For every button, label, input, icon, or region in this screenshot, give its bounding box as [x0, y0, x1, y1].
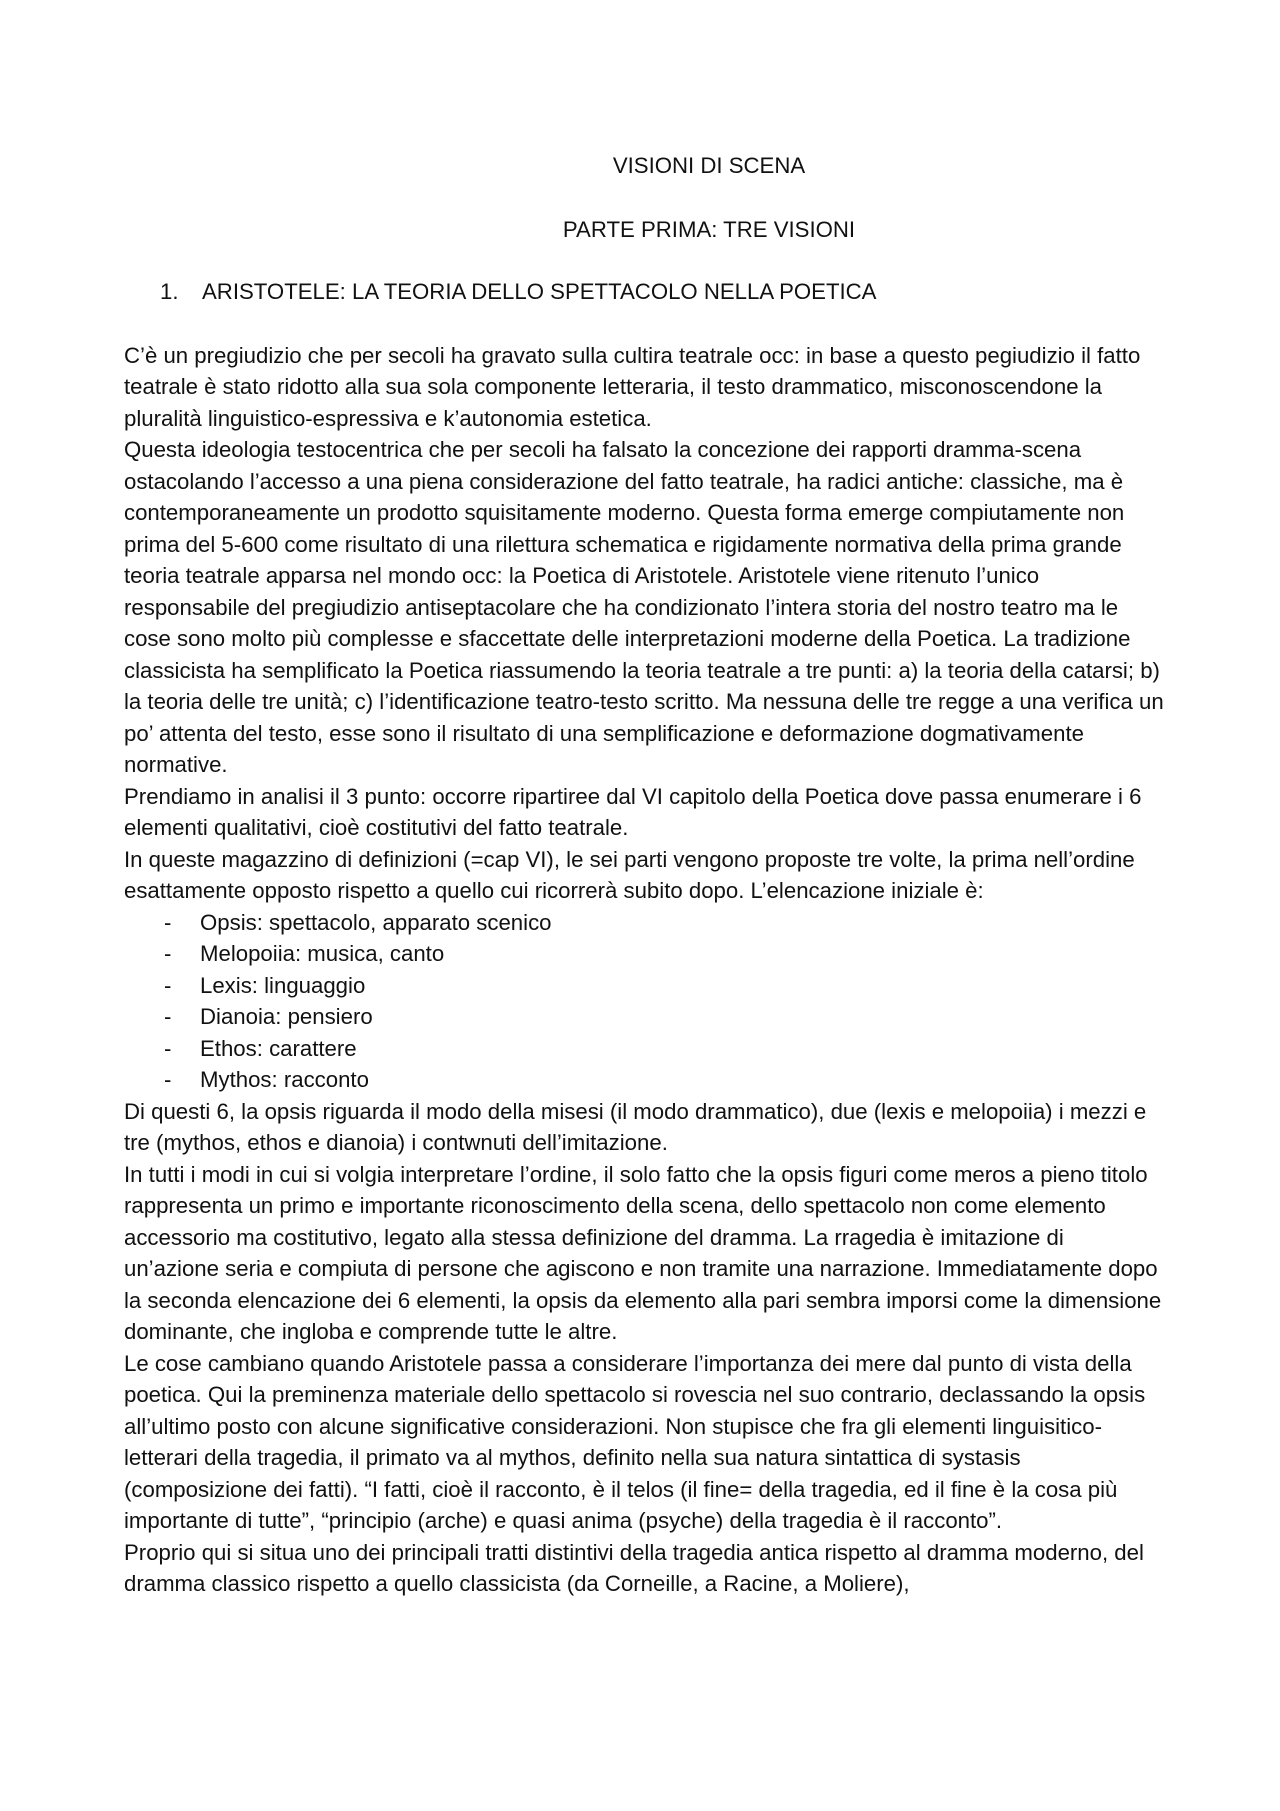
- list-item: [124, 938, 1164, 970]
- elements-list: [124, 907, 1164, 1096]
- document-subtitle: PARTE PRIMA: TRE VISIONI: [562, 216, 856, 242]
- section-heading-text: ARISTOTELE: LA TEORIA DELLO SPETTACOLO NELLA POETICA: [202, 279, 877, 304]
- list-item-text: Mythos: racconto: [200, 1067, 369, 1092]
- paragraph: Le cose cambiano quando Aristotele passa a considerare l’importanza dei mere dal punto di vista della poetica. Qui la preminenza materiale dello spettacolo si rovescia nel suo contrario, declassando la opsis all’ultimo posto con alcune significative considerazioni. Non stupisce che fra gli elementi linguisitico-letterari della tragedia, il primato va al mythos, definito nella sua natura sintattica di systasis (composizione dei fatti). “I fatti, cioè il racconto, è il telos (il fine= della tragedia, ed il fine è la cosa più importante di tutte”, “principio (arche) e quasi anima (psyche) della tragedia è il racconto”.: [124, 1350, 1146, 1533]
- list-item: [124, 1064, 1164, 1096]
- section-number: 1.: [160, 279, 179, 304]
- paragraph: In tutti i modi in cui si volgia interpretare l’ordine, il solo fatto che la opsis figuri come meros a pieno titolo rappresenta un primo e importante riconoscimento della scena, dello spettacolo non come elemento accessorio ma costitutivo, legato alla stessa definizione del dramma. La rragedia è imitazione di un’azione seria e compiuta di persone che agiscono e non tramite una narrazione. Immediatamente dopo la seconda elencazione dei 6 elementi, la opsis da elemento alla pari sembra imporsi come la dimensione dominante, che ingloba e comprende tutte le altre.: [124, 1161, 1162, 1344]
- list-dash: -: [164, 972, 172, 998]
- document-body: [124, 340, 1164, 1600]
- list-item-text: Dianoia: pensiero: [200, 1004, 373, 1029]
- paragraph: Prendiamo in analisi il 3 punto: occorre ripartiree dal VI capitolo della Poetica dove passa enumerare i 6 elementi qualitativi, cioè costitutivi del fatto teatrale.: [124, 783, 1142, 840]
- list-item: [124, 970, 1164, 1002]
- paragraph: Di questi 6, la opsis riguarda il modo della misesi (il modo drammatico), due (lexis e melopoiia) i mezzi e tre (mythos, ethos e dianoia) i contwnuti dell’imitazione.: [124, 1098, 1147, 1155]
- list-dash: -: [164, 941, 172, 966]
- list-item-text: Melopoiia: musica, canto: [200, 941, 445, 966]
- list-dash: -: [164, 909, 172, 935]
- list-item: [124, 1033, 1164, 1065]
- list-item-text: Lexis: linguaggio: [200, 972, 366, 998]
- document-title: VISIONI DI SCENA: [612, 153, 806, 178]
- section-heading: [124, 276, 1164, 308]
- paragraph: Proprio qui si situa uno dei principali tratti distintivi della tragedia antica rispetto al dramma moderno, del dramma classico rispetto a quello classicista (da Corneille, a Racine, a Moliere),: [124, 1539, 1144, 1596]
- paragraph: Questa ideologia testocentrica che per secoli ha falsato la concezione dei rapporti dramma-scena ostacolando l’accesso a una piena considerazione del fatto teatrale, ha radici antiche: classiche, ma è contemporaneamente un prodotto squisitamente moderno. Questa forma emerge compiutamente non prima del 5-600 come risultato di una rilettura schematica e rigidamente normativa della prima grande teoria teatrale apparsa nel mondo occ: la Poetica di Aristotele. Aristotele viene ritenuto l’unico responsabile del pregiudizio antiseptacolare che ha condizionato l’intera storia del nostro teatro ma le cose sono molto più complesse e sfaccettate delle interpretazioni moderne della Poetica. La tradizione classicista ha semplificato la Poetica riassumendo la teoria teatrale a tre punti: a) la teoria della catarsi; b) la teoria delle tre unità; c) l’identificazione teatro-testo scritto. Ma nessuna delle tre regge a una verifica un po’ attenta del testo, esse sono il risultato di una semplificazione e deformazione dogmativamente normative.: [124, 437, 1164, 777]
- paragraph: In queste magazzino di definizioni (=cap VI), le sei parti vengono proposte tre volte, la prima nell’ordine esattamente opposto rispetto a quello cui ricorrerà subito dopo. L’elencazione iniziale è:: [124, 846, 1135, 903]
- list-dash: -: [164, 1067, 172, 1092]
- list-dash: -: [164, 1035, 172, 1061]
- paragraph: C’è un pregiudizio che per secoli ha gravato sulla cultira teatrale occ: in base a questo pegiudizio il fatto teatrale è stato ridotto alla sua sola componente letteraria, il testo drammatico, misconoscendone la pluralità linguistico-espressiva e k’autonomia estetica.: [124, 342, 1141, 431]
- document-page: [124, 150, 1164, 1600]
- list-item: [124, 1001, 1164, 1033]
- list-item-text: Ethos: carattere: [200, 1035, 357, 1061]
- list-dash: -: [164, 1004, 172, 1029]
- list-item-text: Opsis: spettacolo, apparato scenico: [200, 909, 552, 935]
- list-item: [124, 907, 1164, 939]
